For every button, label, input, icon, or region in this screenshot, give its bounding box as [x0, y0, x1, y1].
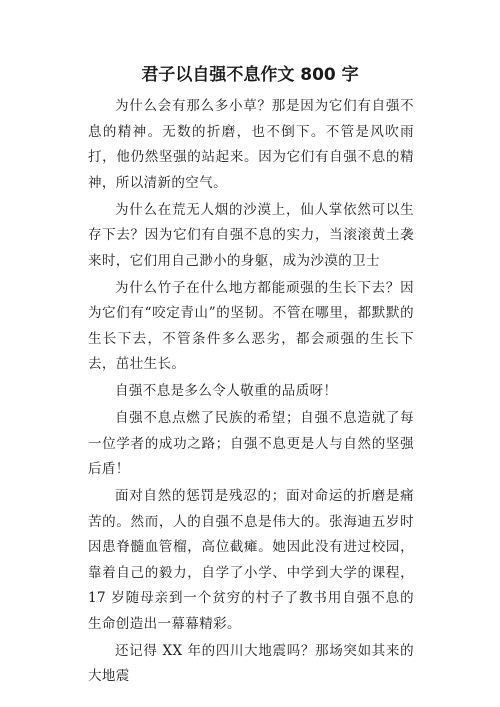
- paragraph: 还记得 XX 年的四川大地震吗？那场突如其来的大地震: [88, 642, 414, 684]
- paragraph: 面对自然的惩罚是残忍的；面对命运的折磨是痛苦的。然而，人的自强不息是伟大的。张海迪五岁时因患脊髓血管榴，高位截瘫。她因此没有进过校园，靠着自己的毅力，自学了小学、中学到大学的课程，17 岁随母亲到一个贫穷的村子了教书用自强不息的生命创造出一幕幕精彩。: [88, 488, 414, 632]
- paragraph: 自强不息点燃了民族的希望；自强不息造就了每一位学者的成功之路；自强不息更是人与自然的坚强后盾！: [88, 410, 414, 477]
- document-body: [88, 94, 414, 691]
- document-title: 君子以自强不息作文 800 字: [141, 65, 359, 85]
- paragraph: 为什么在荒无人烟的沙漠上，仙人掌依然可以生存下去？因为它们有自强不息的实力，当滚滚黄土袭来时，它们用自己渺小的身躯，成为沙漠的卫士: [88, 201, 414, 269]
- paragraph: 自强不息是多么令人敬重的品质呀！: [115, 383, 338, 399]
- paragraph: 为什么会有那么多小草？那是因为它们有自强不息的精神。无数的折磨，也不倒下。不管是风吹雨打，他仍然坚强的站起来。因为它们有自强不息的精神，所以清新的空气。: [88, 98, 414, 191]
- paragraph: 为什么竹子在什么地方都能顽强的生长下去？因为它们有“咬定青山”的坚韧。不管在哪里，都默默的生长下去，不管条件多么恶劣，都会顽强的生长下去，茁壮生长。: [88, 279, 414, 372]
